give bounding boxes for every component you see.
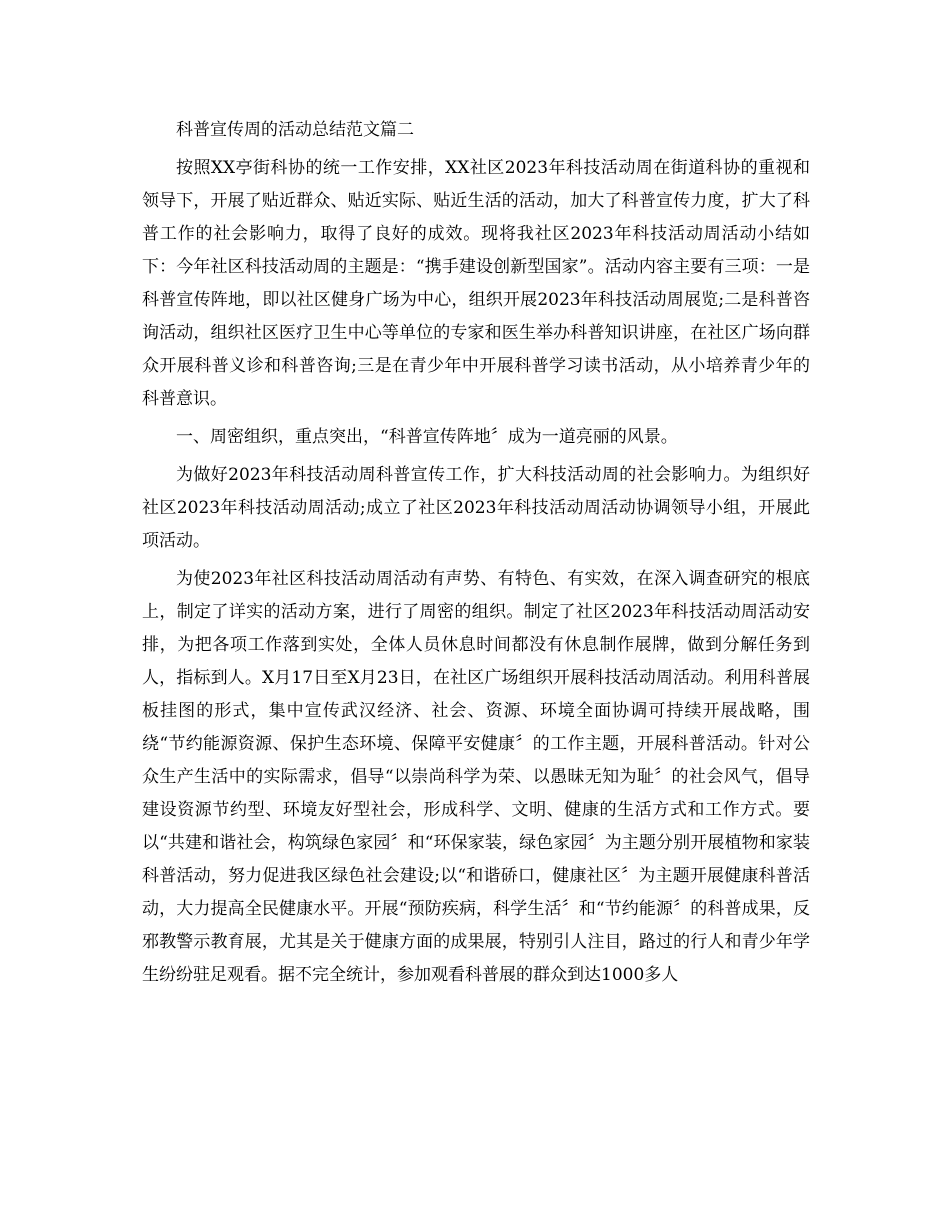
paragraph-organization: 为做好2023年科技活动周科普宣传工作，扩大科技活动周的社会影响力。为组织好社区2023年科技活动周活动;成立了社区2023年科技活动周活动协调领导小组，开展此项活动。 [142, 465, 810, 551]
paragraph-activities: 为使2023年社区科技活动周活动有声势、有特色、有实效，在深入调查研究的根底上，制定了详实的活动方案，进行了周密的组织。制定了社区2023年科技活动周活动安排，为把各项工作落到实处，全体人员休息时间都没有休息制作展牌，做到分解任务到人，指标到人。X月17日至X月23日，在社区广场组织开展科技活动周活动。利用科普展板挂图的形式，集中宣传武汉经济、社会、资源、环境全面协调可持续开展战略，围绕“节约能源资源、保护生态环境、保障平安健康〞的工作主题，开展科普活动。针对公众生产生活中的实际需求，倡导“以崇尚科学为荣、以愚昧无知为耻〞的社会风气，倡导建设资源节约型、环境友好型社会，形成科学、文明、健康的生活方式和工作方式。要以“共建和谐社会，构筑绿色家园〞和“环保家装，绿色家园〞为主题分别开展植物和家装科普活动，努力促进我区绿色社会建设;以“和谐硚口，健康社区〞为主题开展健康科普活动，大力提高全民健康水平。开展“预防疾病，科学生活〞和“节约能源〞的科普成果，反邪教警示教育展，尤其是关于健康方面的成果展，特别引人注目，路过的行人和青少年学生纷纷驻足观看。据不完全统计，参加观看科普展的群众到达1000多人 [142, 569, 810, 985]
section-heading-1: 一、周密组织，重点突出，“科普宣传阵地〞成为一道亮丽的风景。 [176, 427, 678, 447]
paragraph-intro: 按照XX亭街科协的统一工作安排，XX社区2023年科技活动周在街道科协的重视和领导下，开展了贴近群众、贴近实际、贴近生活的活动，加大了科普宣传力度，扩大了科普工作的社会影响力，取得了良好的成效。现将我社区2023年科技活动周活动小结如下：今年社区科技活动周的主题是：“携手建设创新型国家”。活动内容主要有三项：一是科普宣传阵地，即以社区健身广场为中心，组织开展2023年科技活动周展览;二是科普咨询活动，组织社区医疗卫生中心等单位的专家和医生举办科普知识讲座，在社区广场向群众开展科普义诊和科普咨询;三是在青少年中开展科普学习读书活动，从小培养青少年的科普意识。 [142, 158, 810, 409]
document-title: 科普宣传周的活动总结范文篇二 [176, 120, 414, 140]
document-page [142, 114, 810, 992]
